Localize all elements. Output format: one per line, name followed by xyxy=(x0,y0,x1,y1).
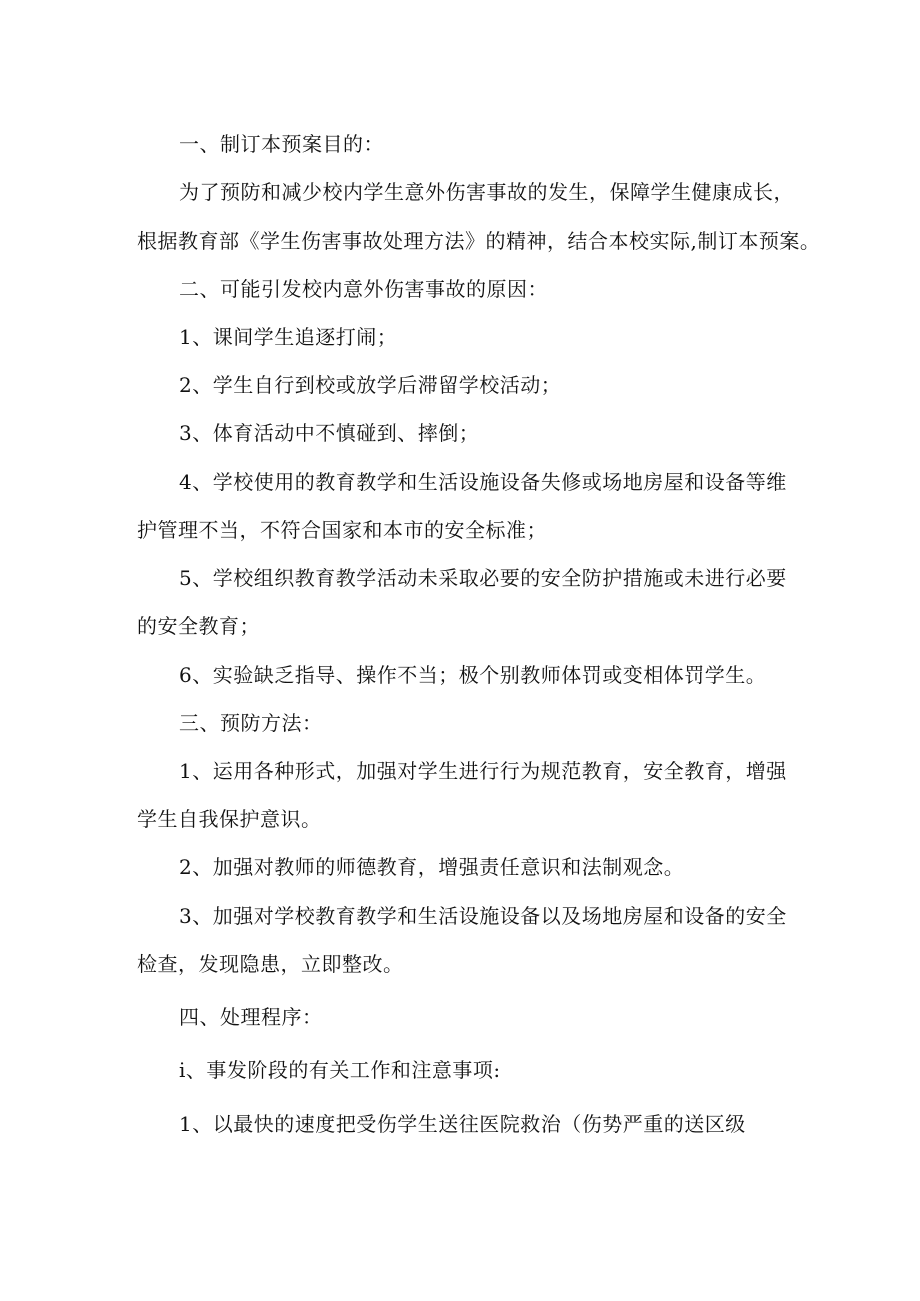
list-item: 1、课间学生追逐打闹； xyxy=(179,325,398,349)
list-item-continuation: 检查，发现隐患，立即整改。 xyxy=(137,952,404,976)
paragraph-line: 为了预防和减少校内学生意外伤害事故的发生，保障学生健康成长， xyxy=(179,180,794,204)
heading-prevention: 三、预防方法： xyxy=(179,711,323,735)
list-item: 2、加强对教师的师德教育，增强责任意识和法制观念。 xyxy=(179,855,685,879)
list-item: 4、学校使用的教育教学和生活设施设备失修或场地房屋和设备等维 xyxy=(179,470,787,494)
list-item-continuation: 护管理不当，不符合国家和本市的安全标准； xyxy=(137,518,547,542)
list-item: 2、学生自行到校或放学后滞留学校活动； xyxy=(179,373,562,397)
list-item-continuation: 学生自我保护意识。 xyxy=(137,807,322,831)
list-item: 3、加强对学校教育教学和生活设施设备以及场地房屋和设备的安全 xyxy=(179,904,787,928)
list-item: 5、学校组织教育教学活动未采取必要的安全防护措施或未进行必要 xyxy=(179,566,787,590)
list-item: 1、以最快的速度把受伤学生送往医院救治（伤势严重的送区级 xyxy=(179,1112,746,1136)
list-item: 3、体育活动中不慎碰到、摔倒； xyxy=(179,421,480,445)
list-item: 1、运用各种形式，加强对学生进行行为规范教育，安全教育，增强 xyxy=(179,759,787,783)
heading-procedure: 四、处理程序： xyxy=(179,1005,323,1029)
heading-causes: 二、可能引发校内意外伤害事故的原因： xyxy=(179,277,548,301)
list-item-continuation: 的安全教育； xyxy=(137,614,260,638)
heading-purpose: 一、制订本预案目的： xyxy=(179,132,384,156)
list-item: 6、实验缺乏指导、操作不当；极个别教师体罚或变相体罚学生。 xyxy=(179,663,767,687)
paragraph-line: 根据教育部《学生伤害事故处理方法》的精神，结合本校实际,制订本预案。 xyxy=(137,229,821,253)
subheading: i、事发阶段的有关工作和注意事项: xyxy=(179,1058,501,1082)
